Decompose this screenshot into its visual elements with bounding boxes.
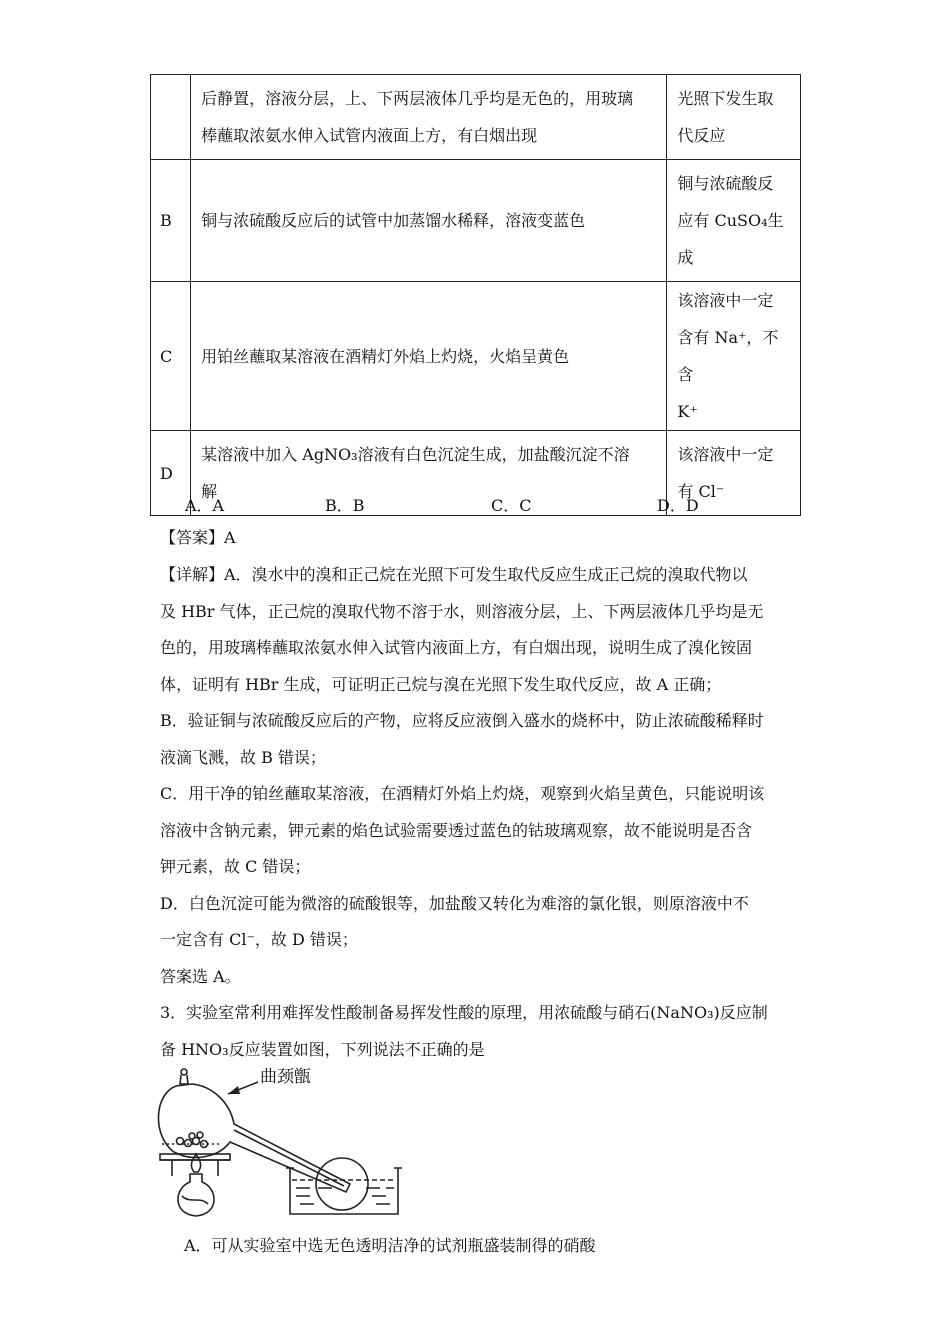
detail-line: D．白色沉淀可能为微溶的硫酸银等，加盐酸又转化为难溶的氯化银，则原溶液中不 bbox=[160, 893, 749, 913]
row-description bbox=[191, 282, 667, 431]
row-description bbox=[191, 160, 667, 282]
answer-text: 【答案】A bbox=[160, 528, 236, 547]
detail-line: C．用干净的铂丝蘸取某溶液，在酒精灯外焰上灼烧，观察到火焰呈黄色，只能说明该 bbox=[160, 784, 765, 803]
water-lines bbox=[296, 1196, 390, 1204]
answer-line bbox=[160, 520, 800, 557]
conclusion-line: 该溶液中一定 bbox=[677, 445, 774, 464]
description-line: 铜与浓硫酸反应后的试管中加蒸馏水稀释，溶液变蓝色 bbox=[201, 211, 586, 230]
detail-line: B．验证铜与浓硫酸反应后的产物，应将反应液倒入盛水的烧杯中，防止浓硫酸稀释时 bbox=[160, 711, 764, 730]
answer-options bbox=[0, 493, 950, 515]
table-row bbox=[151, 75, 801, 160]
apparatus-drawing bbox=[150, 1064, 410, 1224]
detail-line: 钾元素，故 C 错误； bbox=[160, 857, 311, 876]
question-3 bbox=[160, 995, 800, 1068]
conclusion-line: 光照下发生取 bbox=[677, 89, 774, 108]
option-a: A．A bbox=[185, 496, 225, 515]
conclusion-line: K⁺ bbox=[677, 402, 698, 421]
row-label bbox=[151, 75, 191, 160]
receiving-flask bbox=[316, 1158, 368, 1210]
description-line: 某溶液中加入 AgNO₃溶液有白色沉淀生成，加盐酸沉淀不溶 bbox=[201, 445, 630, 464]
experiment-table bbox=[150, 74, 801, 516]
solid-grain bbox=[197, 1132, 203, 1138]
option-b: B．B bbox=[325, 496, 365, 515]
alcohol-lamp bbox=[178, 1174, 214, 1216]
conclusion-line: 应有 CuSO₄生 bbox=[677, 211, 784, 230]
detail-line: 体，证明有 HBr 生成，可证明正己烷与溴在光照下发生取代反应，故 A 正确； bbox=[160, 674, 722, 694]
detail-line: 及 HBr 气体，正己烷的溴取代物不溶于水，则溶液分层，上、下两层液体几乎均是无 bbox=[160, 601, 764, 621]
detail-line: 色的，用玻璃棒蘸取浓氨水伸入试管内液面上方，有白烟出现，说明生成了溴化铵固 bbox=[160, 638, 753, 657]
description-line: 后静置，溶液分层，上、下两层液体几乎均是无色的，用玻璃 bbox=[201, 89, 634, 108]
row-label: C bbox=[151, 282, 191, 431]
row-label: D bbox=[151, 431, 191, 516]
retort-label: 曲颈甑 bbox=[260, 1067, 311, 1087]
conclusion-line: 有 Cl⁻ bbox=[677, 482, 725, 501]
table-row bbox=[151, 282, 801, 431]
retort-flask bbox=[158, 1084, 350, 1192]
detail-line: 一定含有 Cl⁻，故 D 错误； bbox=[160, 930, 358, 949]
detail-line: 【详解】A．溴水中的溴和正己烷在光照下可发生取代反应生成正己烷的溴取代物以 bbox=[160, 565, 748, 584]
solid-grain bbox=[189, 1133, 195, 1139]
detail-explanation bbox=[160, 557, 800, 995]
question-3-option-a: A．可从实验室中选无色透明洁净的试剂瓶盛装制得的硝酸 bbox=[184, 1236, 596, 1255]
solid-grain bbox=[185, 1140, 192, 1147]
detail-line: 答案选 A。 bbox=[160, 966, 241, 986]
row-description bbox=[191, 75, 667, 160]
retort-apparatus-diagram bbox=[150, 1064, 410, 1224]
conclusion-line: 含有 Na⁺，不含 bbox=[677, 328, 779, 384]
row-conclusion bbox=[667, 160, 801, 282]
question-line: 3．实验室常利用难挥发性酸制备易挥发性酸的原理，用浓硫酸与硝石(NaNO₃)反应制 bbox=[160, 1003, 768, 1022]
question-line: 备 HNO₃反应装置如图，下列说法不正确的是 bbox=[160, 1039, 485, 1059]
option-d: D．D bbox=[657, 496, 699, 515]
label-arrow-head bbox=[228, 1086, 240, 1094]
table-row bbox=[151, 160, 801, 282]
retort-neck-line bbox=[234, 1130, 344, 1186]
retort-stopper bbox=[180, 1075, 188, 1084]
description-line: 解 bbox=[201, 482, 218, 501]
detail-line: 液滴飞溅，故 B 错误； bbox=[160, 747, 326, 767]
description-line: 棒蘸取浓氨水伸入试管内液面上方，有白烟出现 bbox=[201, 126, 538, 145]
conclusion-line: 铜与浓硫酸反 bbox=[677, 174, 774, 193]
option-c: C．C bbox=[491, 496, 532, 515]
lamp-wick bbox=[182, 1196, 208, 1204]
description-line: 用铂丝蘸取某溶液在酒精灯外焰上灼烧，火焰呈黄色 bbox=[201, 346, 570, 366]
row-conclusion bbox=[667, 282, 801, 431]
conclusion-line: 成 bbox=[677, 248, 694, 267]
row-label: B bbox=[151, 160, 191, 282]
detail-line: 溶液中含钠元素，钾元素的焰色试验需要透过蓝色的钴玻璃观察，故不能说明是否含 bbox=[160, 820, 753, 840]
conclusion-line: 代反应 bbox=[677, 126, 726, 145]
row-conclusion bbox=[667, 75, 801, 160]
retort-stopper-knob bbox=[181, 1069, 187, 1075]
conclusion-line: 该溶液中一定 bbox=[677, 291, 774, 310]
